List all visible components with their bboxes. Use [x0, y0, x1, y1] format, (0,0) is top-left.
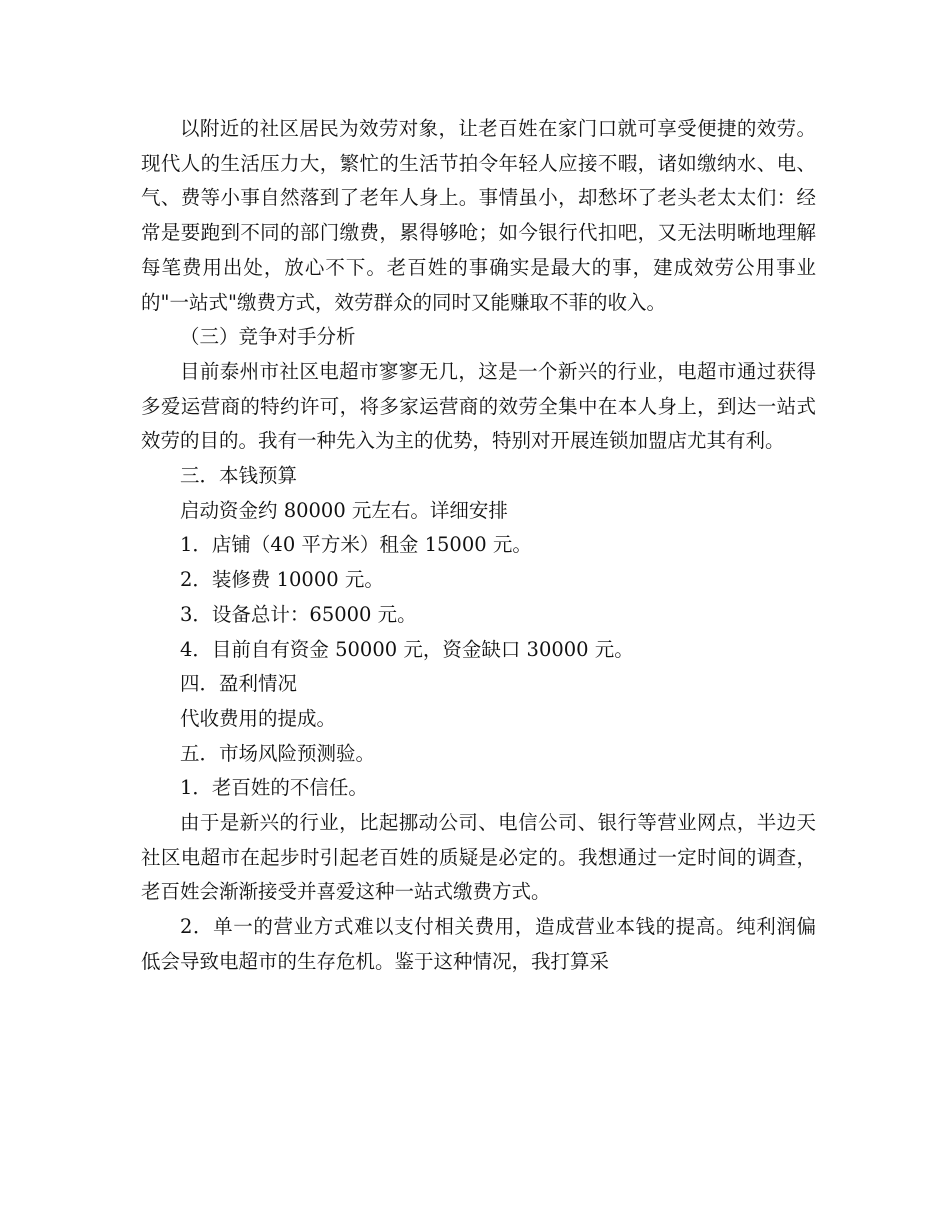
heading-profit: 四．盈利情况 [180, 672, 298, 696]
paragraph-distrust: 由于是新兴的行业，比起挪动公司、电信公司、银行等营业网点，半边天社区电超市在起步时引起老百姓的质疑是必定的。我想通过一定时间的调查，老百姓会渐渐接受并喜爱这种一站式缴费方式。 [141, 811, 816, 904]
paragraph-startup-capital: 启动资金约 80000 元左右。详细安排 [180, 498, 508, 522]
paragraph-profit: 代收费用的提成。 [180, 706, 337, 730]
list-item-decoration: 2．装修费 10000 元。 [180, 568, 384, 592]
heading-competitor-analysis: （三）竞争对手分析 [180, 325, 356, 349]
list-item-rent: 1．店铺（40 平方米）租金 15000 元。 [180, 533, 532, 557]
list-item-funding-gap: 4．目前自有资金 50000 元，资金缺口 30000 元。 [180, 637, 634, 661]
list-item-distrust: 1．老百姓的不信任。 [180, 776, 368, 800]
document-body [141, 112, 816, 980]
paragraph-service-intro: 以附近的社区居民为效劳对象，让老百姓在家门口就可享受便捷的效劳。现代人的生活压力大，繁忙的生活节拍令年轻人应接不暇，诸如缴纳水、电、气、费等小事自然落到了老年人身上。事情虽小，却愁坏了老头老太太们：经常是要跑到不同的部门缴费，累得够呛；如今银行代扣吧，又无法明晰地理解每笔费用出处，放心不下。老百姓的事确实是最大的事，建成效劳公用事业的"一站式"缴费方式，效劳群众的同时又能赚取不菲的收入。 [141, 117, 816, 314]
paragraph-single-business: 2．单一的营业方式难以支付相关费用，造成营业本钱的提高。纯利润偏低会导致电超市的生存危机。鉴于这种情况，我打算采 [141, 915, 816, 973]
heading-cost-budget: 三．本钱预算 [180, 464, 298, 488]
heading-market-risk: 五．市场风险预测验。 [180, 741, 376, 765]
paragraph-competitor-analysis: 目前泰州市社区电超市寥寥无几，这是一个新兴的行业，电超市通过获得多爱运营商的特约许可，将多家运营商的效劳全集中在本人身上，到达一站式效劳的目的。我有一种先入为主的优势，特别对开展连锁加盟店尤其有利。 [141, 359, 816, 453]
list-item-equipment: 3．设备总计：65000 元。 [180, 602, 417, 626]
